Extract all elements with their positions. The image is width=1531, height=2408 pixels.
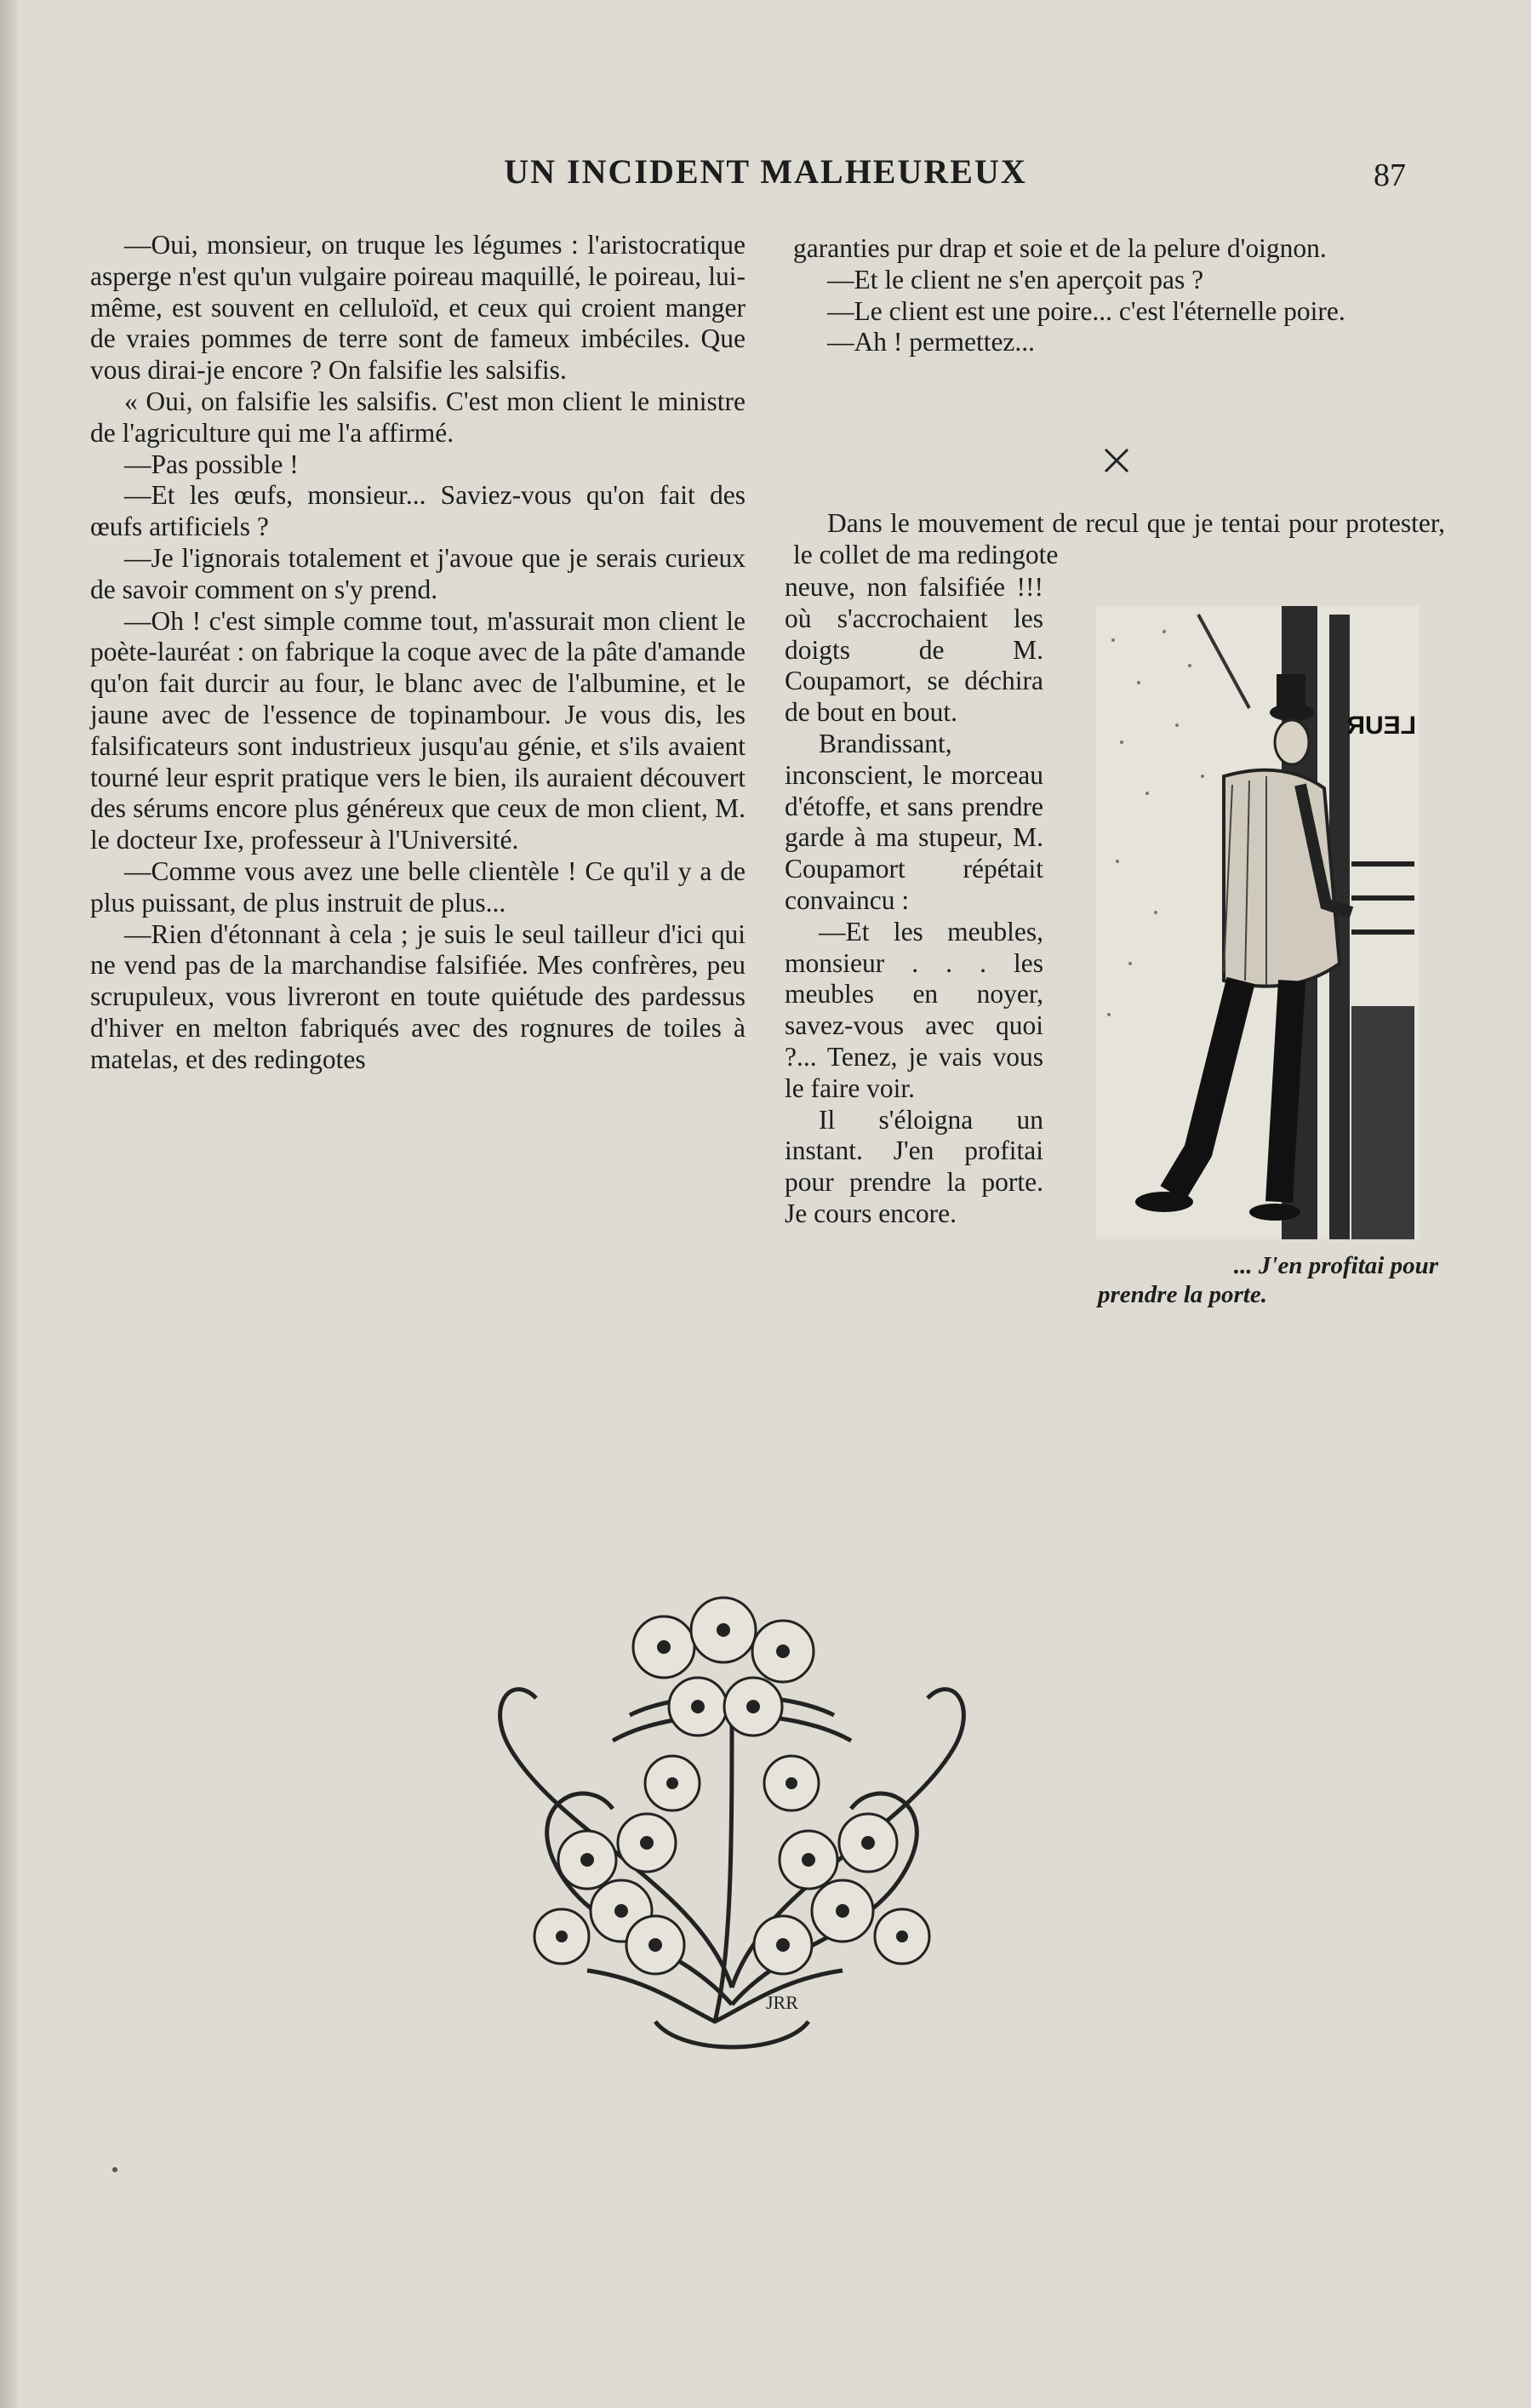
caption-line: ... J'en profitai pour	[1233, 1252, 1438, 1279]
section-break-cross-icon	[1100, 444, 1133, 477]
paragraph: —Et les œufs, monsieur... Saviez-vous qu'on fait des œufs artificiels ?	[90, 480, 746, 542]
page-edge	[0, 0, 17, 2408]
page-number: 87	[1374, 157, 1406, 193]
paragraph: —Et le client ne s'en aperçoit pas ?	[827, 264, 1204, 295]
caption-line: prendre la porte.	[1098, 1281, 1267, 1308]
paragraph: —Rien d'étonnant à cela ; je suis le seul tailleur d'ici qui ne vend pas de la marchandise falsifiée. Mes confrères, peu scrupuleux, vous livreront en toute quiétude des pardessus d'hiver en melton fabriqués avec des rognures de toiles à matelas, et des redingotes	[90, 918, 746, 1074]
paragraph: Dans le mouvement de recul que je tentai pour protester, le collet de ma redingote	[793, 508, 1445, 569]
paragraph: —Comme vous avez une belle clientèle ! Ce qu'il y a de plus puissant, de plus instruit de plus...	[90, 855, 746, 918]
paragraph: —Et les meubles, monsieur . . . les meubles en noyer, savez-vous avec quoi ?... Tenez, je vais vous le faire voir.	[785, 916, 1043, 1103]
paragraph: garanties pur drap et soie et de la pelure d'oignon.	[793, 233, 1327, 263]
paragraph: —Oh ! c'est simple comme tout, m'assurait mon client le poète-lauréat : on fabrique la coque avec de la pâte d'amande qu'on fait durcir au four, le blanc avec de l'albumine, et le jaune avec de l'essence de topinambour. Je vous dis, les falsificateurs sont industrieux jusqu'au génie, et s'ils avaient tourné leur esprit pratique vers le bien, ils auraient découvert des sérums encore plus généreux que ceux de mon client, M. le docteur Ixe, professeur à l'Université.	[90, 605, 746, 855]
paragraph: « Oui, on falsifie les salsifis. C'est mon client le ministre de l'agriculture qui me l'a affirmé.	[90, 386, 746, 448]
illustration-caption	[1098, 1251, 1438, 1309]
paragraph: Brandissant, inconscient, le morceau d'étoffe, et sans prendre garde à ma stupeur, M. Coupamort répétait convaincu :	[785, 728, 1043, 915]
paragraph: neuve, non falsifiée !!! où s'accrochaient les doigts de M. Coupamort, se déchira de bout en bout.	[785, 572, 1043, 728]
man-leaving-through-door-icon	[1096, 606, 1420, 1239]
left-column	[90, 230, 746, 1076]
running-header-title: UN INCIDENT MALHEUREUX	[504, 152, 1027, 191]
art-nouveau-daisy-ornament-icon	[460, 1579, 1004, 2056]
right-column-narrow	[785, 572, 1043, 1230]
door-sign-text: LEUR	[1346, 712, 1416, 740]
ornament-signature: JRR	[766, 1992, 798, 2013]
paragraph: —Le client est une poire... c'est l'éternelle poire.	[827, 295, 1345, 326]
paragraph: —Pas possible !	[124, 449, 299, 479]
paragraph: Il s'éloigna un instant. J'en profitai pour prendre la porte. Je cours encore.	[785, 1104, 1043, 1228]
paragraph: —Je l'ignorais totalement et j'avoue que je serais curieux de savoir comment on s'y prend.	[90, 542, 746, 604]
print-speck	[112, 2167, 117, 2172]
right-column-opening	[793, 508, 1445, 571]
paragraph: —Ah ! permettez...	[827, 327, 1036, 357]
right-column-top	[793, 233, 1445, 358]
paragraph: —Oui, monsieur, on truque les légumes : l'aristocratique asperge n'est qu'un vulgaire poireau maquillé, le poireau, lui-même, est souvent en celluloïd, et ceux qui croient manger de vraies pommes de terre sont de fameux imbéciles. Que vous dirai-je encore ? On falsifie les salsifis.	[90, 230, 746, 386]
